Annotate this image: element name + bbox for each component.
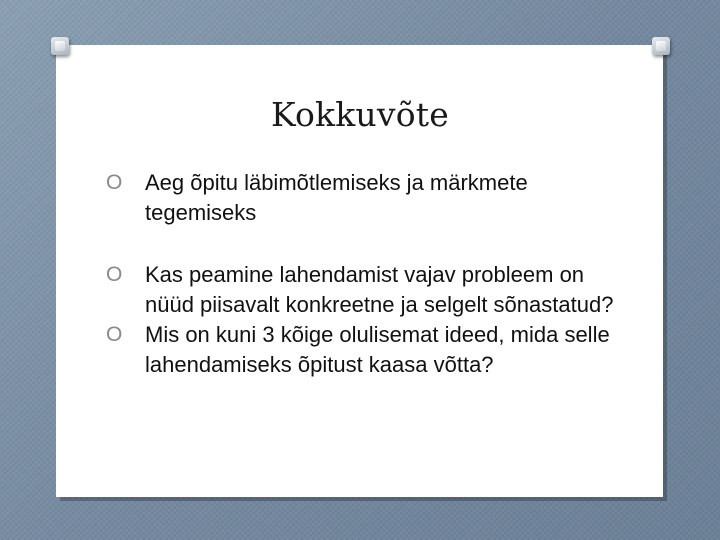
bullet-item bbox=[106, 320, 626, 380]
bullet-item bbox=[106, 260, 626, 320]
bullet-text: Kas peamine lahendamist vajav probleem on nüüd piisavalt konkreetne ja selgelt sõnastatud? bbox=[145, 262, 614, 317]
pushpin-icon bbox=[652, 37, 670, 55]
bullet-marker-icon: O bbox=[106, 171, 123, 194]
bullet-item bbox=[106, 168, 626, 228]
bullet-marker-icon: O bbox=[106, 323, 123, 346]
slide-title: Kokkuvõte bbox=[271, 95, 449, 134]
bullet-text: Aeg õpitu läbimõtlemiseks ja märkmete tegemiseks bbox=[145, 170, 528, 225]
bullet-list bbox=[106, 168, 626, 380]
pushpin-icon bbox=[51, 37, 69, 55]
bullet-marker-icon: O bbox=[106, 263, 123, 286]
bullet-text: Mis on kuni 3 kõige olulisemat ideed, mida selle lahendamiseks õpitust kaasa võtta? bbox=[145, 322, 610, 377]
